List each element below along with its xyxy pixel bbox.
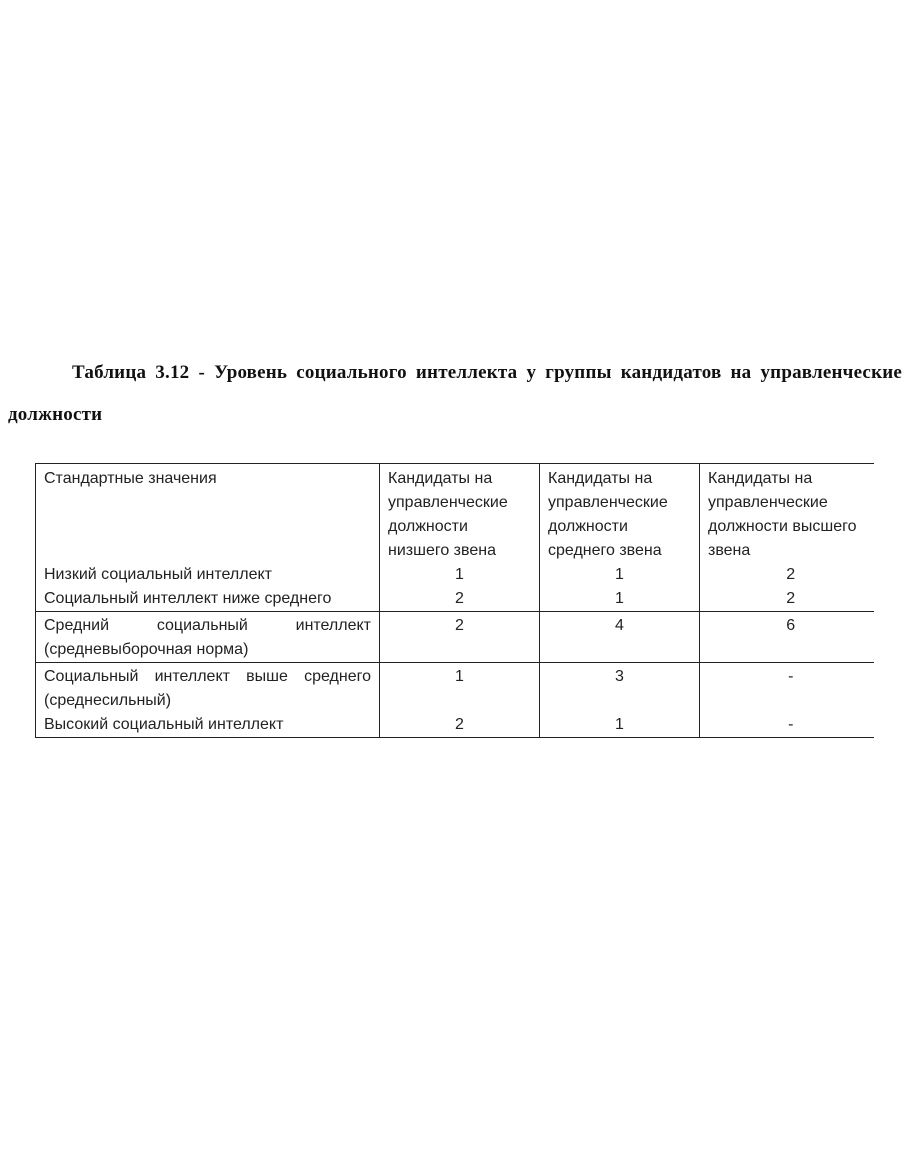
- table-row: [36, 663, 874, 714]
- cell-mid: 3: [540, 663, 700, 714]
- cell-mid: 1: [540, 563, 700, 587]
- row-label: Социальный интеллект выше среднего (среднесильный): [36, 663, 380, 714]
- table-row: [36, 587, 874, 612]
- header-standard-values: Стандартные значения: [36, 464, 380, 564]
- row-label: Низкий социальный интеллект: [36, 563, 380, 587]
- table-row: [36, 612, 874, 663]
- header-mid-level-candidates: Кандидаты на управленческие должности среднего звена: [540, 464, 700, 564]
- cell-low: 2: [380, 612, 540, 663]
- cell-low: 2: [380, 587, 540, 612]
- table-row: [36, 563, 874, 587]
- row-label: Социальный интеллект ниже среднего: [36, 587, 380, 612]
- cell-mid: 4: [540, 612, 700, 663]
- table-header-row: [36, 464, 874, 564]
- header-high-level-candidates: Кандидаты на управленческие должности высшего звена: [700, 464, 874, 564]
- cell-mid: 1: [540, 587, 700, 612]
- table-row: [36, 713, 874, 738]
- row-label: Высокий социальный интеллект: [36, 713, 380, 738]
- cell-high: 2: [700, 587, 874, 612]
- table-caption: Таблица 3.12 - Уровень социального интеллекта у группы кандидатов на управленческие должности: [8, 362, 902, 425]
- data-table: [35, 463, 873, 738]
- cell-mid: 1: [540, 713, 700, 738]
- cell-low: 1: [380, 663, 540, 714]
- cell-high: 2: [700, 563, 874, 587]
- cell-high: 6: [700, 612, 874, 663]
- header-low-level-candidates: Кандидаты на управленческие должности низшего звена: [380, 464, 540, 564]
- cell-low: 2: [380, 713, 540, 738]
- cell-low: 1: [380, 563, 540, 587]
- cell-high: -: [700, 713, 874, 738]
- cell-high: -: [700, 663, 874, 714]
- row-label: Средний социальный интеллект (средневыборочная норма): [36, 612, 380, 663]
